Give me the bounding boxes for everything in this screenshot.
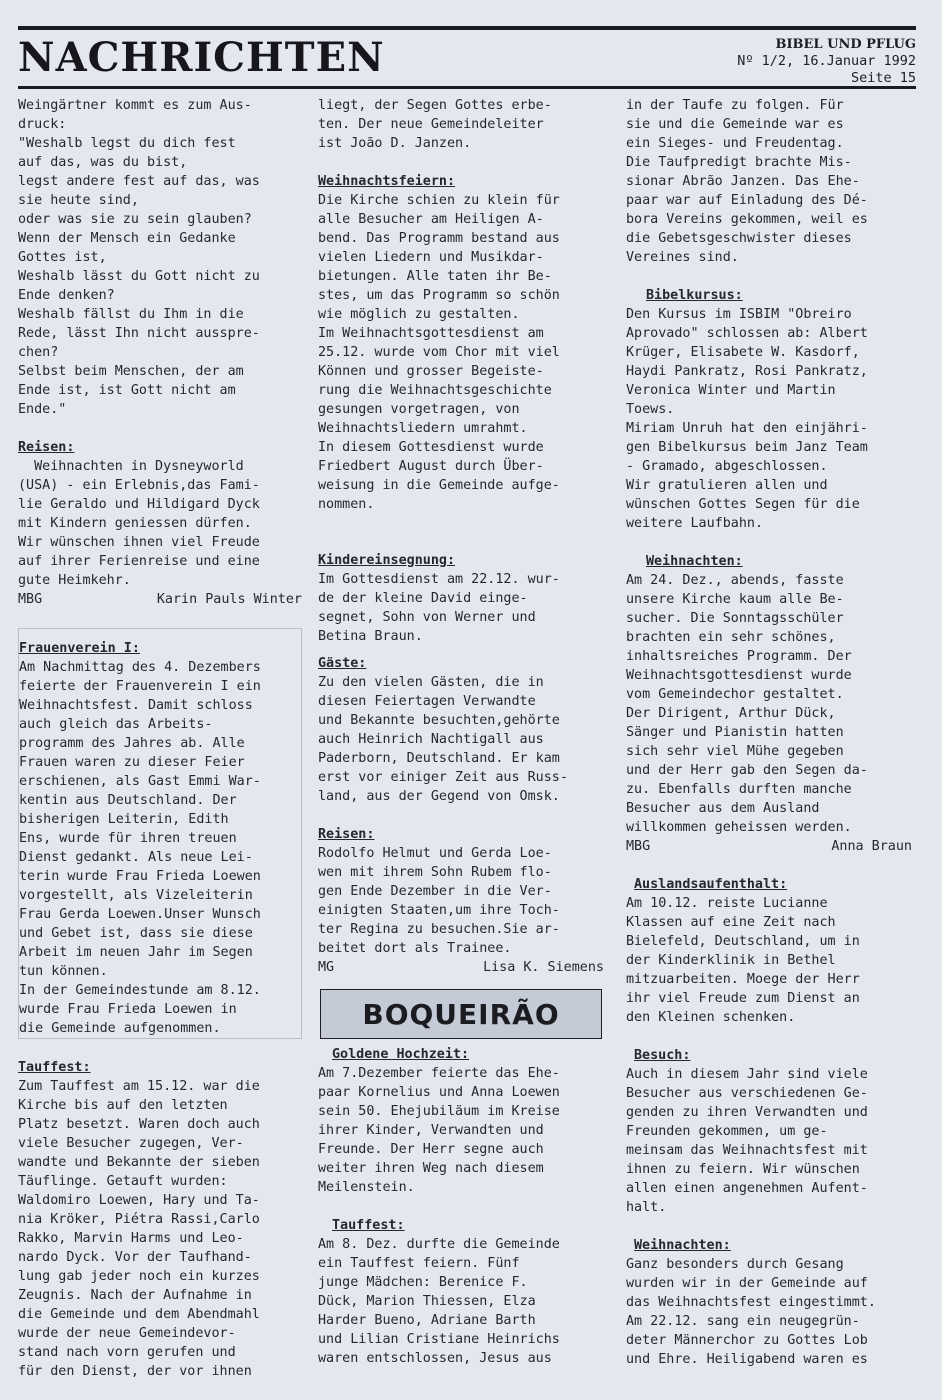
text-line: ten. Der neue Gemeindeleiter [318,117,544,132]
text-line: Haydi Pankratz, Rosi Pankratz, [626,364,868,379]
signature-abbr: MBG [18,592,43,607]
article-continuation [318,96,604,153]
column-3 [626,96,912,1392]
text-line: Aprovado" schlossen ab: Albert [626,326,868,341]
text-line: lung gab jeder noch ein kurzes [18,1269,260,1284]
text-line: Auch in diesem Jahr sind viele [626,1067,868,1082]
text-line: der Kinderklinik in Bethel [626,953,836,968]
text-line: auch gleich das Arbeits- [19,717,213,732]
section-heading-reisen-2: Reisen: [318,827,375,842]
text-line: Am 10.12. reiste Lucianne [626,896,828,911]
text-line: inhaltsreiches Programm. Der [626,649,852,664]
text-line: weisung in die Gemeinde aufge- [318,478,560,493]
issue-info [737,36,916,87]
text-line: Dienst gedankt. Als neue Lei- [19,850,253,865]
text-line: Meilenstein. [318,1180,415,1195]
text-line: Freunde. Der Herr segne auch [318,1142,544,1157]
text-line: Am 24. Dez., abends, fasste [626,573,844,588]
text-line: Ende denken? [18,288,115,303]
text-line: gesungen vorgetragen, von [318,402,520,417]
text-line: Zum Tauffest am 15.12. war die [18,1079,260,1094]
text-line: waren entschlossen, Jesus aus [318,1351,552,1366]
text-line: wen mit ihrem Sohn Rubem flo- [318,865,552,880]
text-line: brachten ein sehr schönes, [626,630,836,645]
top-rule [18,26,916,30]
text-line: weiter ihren Weg nach diesem [318,1161,544,1176]
text-line: Weihnachtsfest. Damit schloss [19,698,253,713]
text-line: Ende." [18,402,67,417]
section-heading-weihnachtsfeiern: Weihnachtsfeiern: [318,174,456,189]
text-line: sein 50. Ehejubiläum im Kreise [318,1104,560,1119]
text-line: auf ihrer Ferienreise und eine [18,554,260,569]
text-line: liegt, der Segen Gottes erbe- [318,98,552,113]
text-line: bisherigen Leiterin, Edith [19,812,229,827]
text-line: Rodolfo Helmut und Gerda Loe- [318,846,552,861]
text-line: Bielefeld, Deutschland, um in [626,934,860,949]
text-line: legst andere fest auf das, was [18,174,260,189]
text-line: Weihnachtsgottesdienst wurde [626,668,852,683]
text-line: ihrer Kinder, Verwandten und [318,1123,544,1138]
text-line: die Gemeinde und dem Abendmahl [18,1307,260,1322]
signature-author: Anna Braun [831,839,912,854]
text-line: unsere Kirche kaum alle Be- [626,592,844,607]
section-heading-tauffest-2: Tauffest: [332,1218,405,1233]
text-line: das Weihnachtsfest eingestimmt. [626,1295,876,1310]
text-line: ist João D. Janzen. [318,136,472,151]
section-banner-boqueirao: BOQUEIRÃO [320,989,602,1039]
text-line: auch Heinrich Nachtigall aus [318,732,544,747]
text-line: bora Vereins gekommen, weil es [626,212,868,227]
text-line: einigten Staaten,um ihre Toch- [318,903,560,918]
text-line: In der Gemeindestunde am 8.12. [19,983,261,998]
text-line: vorgestellt, als Vizeleiterin [19,888,253,903]
text-line: auf das, was du bist, [18,155,188,170]
text-line: Ganz besonders durch Gesang [626,1257,844,1272]
article-besuch [626,1065,912,1217]
signature-line [18,590,302,609]
text-line: oder was sie zu sein glauben? [18,212,252,227]
article-auslandsaufenthalt [626,894,912,1027]
text-line: mitzuarbeiten. Moege der Herr [626,972,860,987]
section-heading-tauffest: Tauffest: [18,1060,91,1075]
text-line: die Gebetsgeschwister dieses [626,231,852,246]
text-line: erschienen, als Gast Emmi War- [19,774,261,789]
text-line: Rede, lässt Ihn nicht ausspre- [18,326,260,341]
text-line: Waldomiro Loewen, Hary und Ta- [18,1193,260,1208]
text-line: de der kleine David einge- [318,591,528,606]
text-line: sucher. Die Sonntagsschüler [626,611,844,626]
text-line: Wenn der Mensch ein Gedanke [18,231,236,246]
text-line: nardo Dyck. Vor der Taufhand- [18,1250,252,1265]
section-heading-gaeste: Gäste: [318,656,367,671]
text-line: Paderborn, Deutschland. Er kam [318,751,560,766]
text-line: wünschen Gottes Segen für die [626,497,860,512]
text-line: genden zu ihren Verwandten und [626,1105,868,1120]
text-line: Die Kirche schien zu klein für [318,193,560,208]
text-line: Im Gottesdienst am 22.12. wur- [318,572,560,587]
text-line: vielen Liedern und Musikdar- [318,250,544,265]
signature-author: Lisa K. Siemens [483,960,604,975]
text-line: 25.12. wurde vom Chor mit viel [318,345,560,360]
text-line: viele Besucher zugegen, Ver- [18,1136,244,1151]
text-line: für den Dienst, der vor ihnen [18,1364,252,1379]
text-line: in der Taufe zu folgen. Für [626,98,844,113]
article-reisen [18,457,302,590]
article-goldene-hochzeit [318,1064,604,1197]
text-line: Weihnachten in Dysneyworld [34,459,244,474]
text-line: stand nach vorn gerufen und [18,1345,236,1360]
column-2 [318,96,604,1392]
text-line: bietungen. Alle taten ihr Be- [318,269,552,284]
text-line: Rakko, Marvin Harms und Leo- [18,1231,244,1246]
text-line: Zu den vielen Gästen, die in [318,675,544,690]
text-line: und Gebet ist, dass sie diese [19,926,253,941]
text-line: rung die Weihnachtsgeschichte [318,383,552,398]
text-line: sie heute sind, [18,193,139,208]
text-line: Veronica Winter und Martin [626,383,836,398]
text-line: paar war auf Einladung des Dé- [626,193,868,208]
text-line: Miriam Unruh hat den einjähri- [626,421,868,436]
section-heading-frauenverein: Frauenverein I: [19,641,140,656]
text-line: mit Kindern geniessen dürfen. [18,516,252,531]
text-line: ein Tauffest feiern. Fünf [318,1256,520,1271]
section-heading-besuch: Besuch: [634,1048,691,1063]
text-line: Weshalb fällst du Ihm in die [18,307,244,322]
text-line: Wir gratulieren allen und [626,478,828,493]
text-line: "Weshalb legst du dich fest [18,136,236,151]
text-line: Den Kursus im ISBIM "Obreiro [626,307,852,322]
text-line: nia Kröker, Piétra Rassi,Carlo [18,1212,260,1227]
text-line: druck: [18,117,67,132]
text-line: chen? [18,345,59,360]
text-line: wandte und Bekannte der sieben [18,1155,260,1170]
text-line: wurde Frau Frieda Loewen in [19,1002,237,1017]
text-line: stes, um das Programm so schön [318,288,560,303]
text-line: Weshalb lässt du Gott nicht zu [18,269,260,284]
text-line: Ens, wurde für ihren treuen [19,831,237,846]
text-line: Toews. [626,402,675,417]
text-line: Zeugnis. Nach der Aufnahme in [18,1288,252,1303]
frauenverein-box [18,628,302,1039]
text-line: ihr viel Freude zum Dienst an [626,991,860,1006]
text-line: gen Bibelkursus beim Janz Team [626,440,868,455]
text-line: Der Dirigent, Arthur Dück, [626,706,836,721]
article-frauenverein [19,658,301,1038]
text-line: erst vor einiger Zeit aus Russ- [318,770,568,785]
text-line: Im Weihnachtsgottesdienst am [318,326,544,341]
text-line: (USA) - ein Erlebnis,das Fami- [18,478,260,493]
section-heading-bibelkursus: Bibelkursus: [646,288,743,303]
text-line: alle Besucher am Heiligen A- [318,212,544,227]
text-line: terin wurde Frau Frieda Loewen [19,869,261,884]
issue-number-date: Nº 1/2, 16.Januar 1992 [737,53,916,69]
text-line: land, aus der Gegend von Omsk. [318,789,560,804]
text-line: Dück, Marion Thiessen, Elza [318,1294,536,1309]
text-line: Gottes ist, [18,250,107,265]
text-line: Am 22.12. sang ein neugegrün- [626,1314,860,1329]
article-gaeste [318,673,604,806]
signature-line [626,837,912,856]
text-line: und Bekannte besuchten,gehörte [318,713,560,728]
text-line: Arbeit im neuen Jahr im Segen [19,945,253,960]
text-line: In diesem Gottesdienst wurde [318,440,544,455]
text-line: Am 7.Dezember feierte das Ehe- [318,1066,560,1081]
text-line: Am 8. Dez. durfte die Gemeinde [318,1237,560,1252]
text-line: sionar Abrão Janzen. Das Ehe- [626,174,860,189]
section-heading-weihnachten-2: Weihnachten: [634,1238,731,1253]
article-tauffest-2 [318,1235,604,1368]
article-tauffest [18,1077,302,1381]
article-bibelkursus [626,305,912,533]
text-line: kentin aus Deutschland. Der [19,793,237,808]
signature-author: Karin Pauls Winter [156,592,302,607]
section-heading-auslandsaufenthalt: Auslandsaufenthalt: [634,877,788,892]
article-reisen-2 [318,844,604,958]
text-line: Die Taufpredigt brachte Mis- [626,155,852,170]
text-line: Harder Bueno, Adriane Barth [318,1313,536,1328]
text-line: Klassen auf eine Zeit nach [626,915,836,930]
text-line: ein Sieges- und Freudentag. [626,136,844,151]
text-line: Frau Gerda Loewen.Unser Wunsch [19,907,261,922]
text-line: willkommen geheissen werden. [626,820,852,835]
text-line: vom Gemeindechor gestaltet. [626,687,844,702]
text-line: Besucher aus verschiedenen Ge- [626,1086,868,1101]
publication-name: BIBEL UND PFLUG [775,37,916,52]
article-weihnachten-2 [626,1255,912,1369]
text-line: Kirche bis auf den letzten [18,1098,228,1113]
text-line: sie und die Gemeinde war es [626,117,844,132]
signature-abbr: MG [318,960,335,975]
article-continuation [626,96,912,267]
text-line: segnet, Sohn von Werner und [318,610,536,625]
text-line: Frauen waren zu dieser Feier [19,755,245,770]
text-line: allen einen angenehmen Aufent- [626,1181,868,1196]
text-line: Ende ist, ist Gott nicht am [18,383,236,398]
text-line: deter Männerchor zu Gottes Lob [626,1333,868,1348]
poem-block [18,96,302,419]
section-heading-goldene-hochzeit: Goldene Hochzeit: [332,1047,470,1062]
text-line: zu. Ebenfalls durften manche [626,782,852,797]
text-line: Weihnachtsliedern umrahmt. [318,421,528,436]
text-line: Selbst beim Menschen, der am [18,364,244,379]
section-heading-reisen: Reisen: [18,440,75,455]
article-kindereinsegnung [318,570,604,646]
text-line: Betina Braun. [318,629,423,644]
text-line: gen Ende Dezember in die Ver- [318,884,552,899]
text-line: Friedbert August durch Über- [318,459,544,474]
text-line: programm des Jahres ab. Alle [19,736,245,751]
text-line: Vereines sind. [626,250,739,265]
text-line: nommen. [318,497,375,512]
text-line: die Gemeinde aufgenommen. [19,1021,221,1036]
text-line: und Lilian Cristiane Heinrichs [318,1332,560,1347]
text-line: bend. Das Programm bestand aus [318,231,560,246]
text-line: gute Heimkehr. [18,573,131,588]
text-line: Besucher aus dem Ausland [626,801,820,816]
text-line: wurden wir in der Gemeinde auf [626,1276,868,1291]
text-line: und der Herr gab den Segen da- [626,763,868,778]
text-line: wie möglich zu gestalten. [318,307,520,322]
text-line: halt. [626,1200,667,1215]
text-line: Wir wünschen ihnen viel Freude [18,535,260,550]
text-line: diesen Feiertagen Verwandte [318,694,536,709]
text-line: Täuflinge. Getauft wurden: [18,1174,228,1189]
text-line: wurde der neue Gemeindevor- [18,1326,236,1341]
page-title: NACHRICHTEN [18,34,385,81]
text-line: tun können. [19,964,108,979]
text-line: und Ehre. Heiligabend waren es [626,1352,868,1367]
page-number: Seite 15 [850,70,916,86]
text-line: Platz besetzt. Waren doch auch [18,1117,260,1132]
text-line: Können und grosser Begeiste- [318,364,544,379]
text-line: Sänger und Pianistin hatten [626,725,844,740]
masthead-rule [18,86,916,89]
article-weihnachtsfeiern [318,191,604,514]
signature-abbr: MBG [626,839,651,854]
section-heading-kindereinsegnung: Kindereinsegnung: [318,553,456,568]
text-line: Am Nachmittag des 4. Dezembers [19,660,261,675]
text-line: feierte der Frauenverein I ein [19,679,261,694]
text-line: Krüger, Elisabete W. Kasdorf, [626,345,860,360]
column-1 [18,96,302,1392]
text-line: den Kleinen schenken. [626,1010,796,1025]
article-weihnachten [626,571,912,837]
text-line: beitet dort als Trainee. [318,941,512,956]
text-line: Weingärtner kommt es zum Aus- [18,98,252,113]
text-line: weitere Laufbahn. [626,516,764,531]
text-line: paar Kornelius und Anna Loewen [318,1085,560,1100]
text-line: ihnen zu feiern. Wir wünschen [626,1162,860,1177]
text-line: sich sehr viel Mühe gegeben [626,744,844,759]
text-line: meinsam das Weihnachtsfest mit [626,1143,868,1158]
text-line: - Gramado, abgeschlossen. [626,459,828,474]
text-line: ter Regina zu besuchen.Sie ar- [318,922,560,937]
signature-line [318,958,604,977]
text-line: Freunden gekommen, um ge- [626,1124,828,1139]
section-heading-weihnachten: Weihnachten: [646,554,743,569]
text-line: junge Mädchen: Berenice F. [318,1275,528,1290]
text-line: lie Geraldo und Hildigard Dyck [18,497,260,512]
